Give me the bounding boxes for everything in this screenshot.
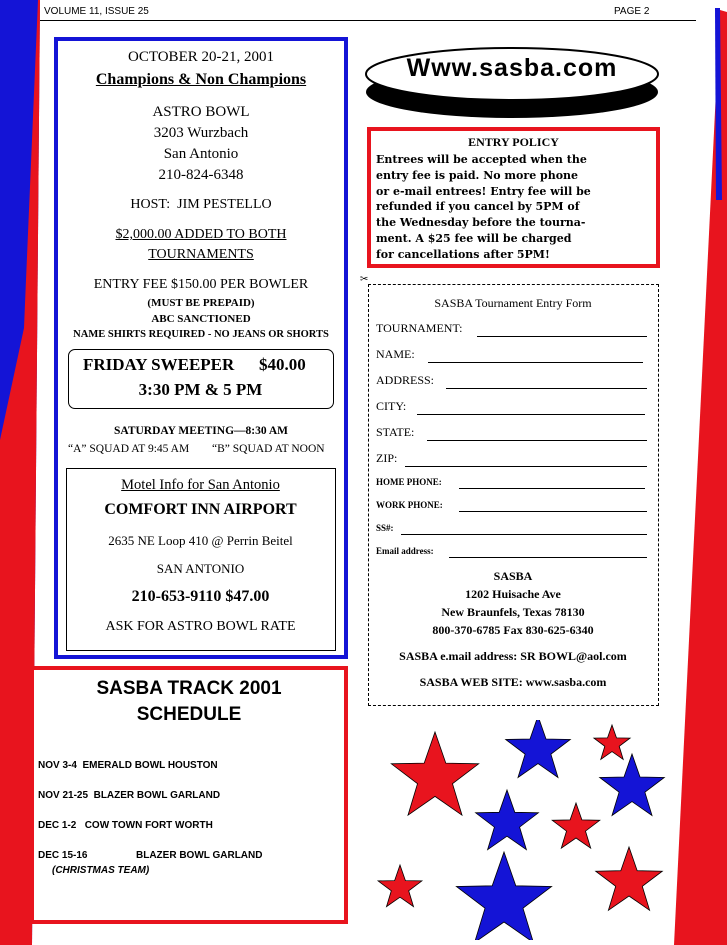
track-event [38, 790, 220, 801]
track-event-note: (CHRISTMAS TEAM) [52, 865, 150, 876]
scissors-icon: ✂ [360, 274, 369, 285]
track-event-dates: NOV 3-4 [38, 760, 77, 771]
address-field[interactable] [446, 388, 647, 389]
address-label: ADDRESS: [376, 373, 435, 387]
tournament-field[interactable] [477, 336, 647, 337]
city-field[interactable] [417, 414, 645, 415]
org-email[interactable]: SASBA e.mail address: SR BOWL@aol.com [399, 649, 627, 663]
home-phone-field[interactable] [459, 488, 645, 489]
home-phone-label: HOME PHONE: [376, 477, 442, 487]
entry-policy-box [367, 127, 660, 268]
star-icon [552, 803, 600, 848]
sweeper-box [68, 349, 334, 409]
host-name: JIM PESTELLO [177, 197, 272, 212]
policy-heading: ENTRY POLICY [468, 135, 559, 149]
track-schedule-box [30, 666, 348, 924]
ss-label: SS#: [376, 523, 394, 533]
ss-field[interactable] [401, 534, 647, 535]
track-event-dates: DEC 1-2 [38, 820, 77, 831]
state-label: STATE: [376, 425, 415, 439]
star-icon [456, 852, 551, 940]
zip-label: ZIP: [376, 451, 398, 465]
track-event-place: EMERALD BOWL HOUSTON [82, 760, 218, 771]
meeting-time: SATURDAY MEETING—8:30 AM [113, 425, 288, 437]
website-url[interactable]: Www.sasba.com [406, 54, 618, 82]
org-street: 1202 Huisache Ave [465, 587, 561, 601]
track-event-dates: NOV 21-25 [38, 790, 89, 801]
shirts-note: NAME SHIRTS REQUIRED - NO JEANS OR SHORTS [73, 329, 329, 340]
org-city: New Braunfels, Texas 78130 [441, 605, 585, 619]
name-field[interactable] [428, 362, 643, 363]
event-city: San Antonio [163, 146, 239, 162]
added-line-2: TOURNAMENTS [148, 247, 254, 262]
email-field[interactable] [449, 557, 647, 558]
event-host [58, 197, 344, 213]
event-venue: ASTRO BOWL [152, 104, 250, 120]
stars-decoration [370, 720, 670, 940]
policy-line: or e-mail entrees! Entry fee will be [376, 184, 591, 198]
city-label: CITY: [376, 399, 407, 413]
star-icon [391, 732, 478, 815]
motel-phone-rate: 210-653-9110 $47.00 [131, 588, 270, 605]
work-phone-field[interactable] [459, 511, 647, 512]
track-title: SASBA TRACK 2001 [96, 678, 282, 699]
motel-rate-note: ASK FOR ASTRO BOWL RATE [105, 619, 296, 634]
work-phone-label: WORK PHONE: [376, 500, 443, 510]
added-line-1: $2,000.00 ADDED TO BOTH [115, 227, 287, 242]
event-title: Champions & Non Champions [95, 71, 307, 88]
sweeper-times: 3:30 PM & 5 PM [138, 380, 263, 399]
star-icon [378, 865, 422, 907]
star-icon [596, 847, 663, 910]
volume-issue: VOLUME 11, ISSUE 25 [44, 6, 149, 17]
track-event [38, 850, 87, 861]
motel-address: 2635 NE Loop 410 @ Perrin Beitel [108, 533, 293, 548]
org-website[interactable]: SASBA WEB SITE: www.sasba.com [419, 675, 607, 689]
org-phones: 800-370-6785 Fax 830-625-6340 [432, 623, 594, 637]
star-icon [476, 790, 539, 850]
email-label: Email address: [376, 546, 434, 556]
header-bar [40, 4, 696, 21]
motel-name: COMFORT INN AIRPORT [104, 501, 297, 518]
squad-b: “B” SQUAD AT NOON [212, 443, 325, 455]
star-icon [600, 754, 665, 816]
event-street: 3203 Wurzbach [153, 125, 249, 141]
track-subtitle: SCHEDULE [136, 704, 242, 725]
sweeper-price: $40.00 [259, 355, 306, 374]
squad-a: “A” SQUAD AT 9:45 AM [68, 443, 190, 455]
policy-line: entry fee is paid. No more phone [376, 168, 579, 182]
track-event-place: COW TOWN FORT WORTH [84, 820, 213, 831]
motel-heading: Motel Info for San Antonio [121, 477, 280, 493]
track-event-dates: DEC 15-16 [38, 850, 88, 861]
track-event-place: BLAZER BOWL GARLAND [136, 850, 263, 861]
policy-line: Entrees will be accepted when the [376, 153, 587, 166]
zip-field[interactable] [405, 466, 647, 467]
policy-line: the Wednesday before the tourna- [376, 216, 586, 230]
star-icon [594, 725, 630, 759]
event-phone: 210-824-6348 [158, 167, 244, 183]
policy-text [376, 152, 653, 263]
entry-fee: ENTRY FEE $150.00 PER BOWLER [93, 277, 309, 292]
prepaid-note: (MUST BE PREPAID) [147, 297, 255, 309]
form-title: SASBA Tournament Entry Form [434, 296, 592, 310]
host-label: HOST: [130, 197, 171, 212]
tournament-label: TOURNAMENT: [376, 321, 463, 335]
state-field[interactable] [427, 440, 647, 441]
sanctioned-note: ABC SANCTIONED [151, 313, 251, 325]
event-dates: OCTOBER 20-21, 2001 [128, 49, 274, 65]
event-box [54, 37, 348, 659]
policy-line: ment. A $25 fee will be charged [376, 231, 572, 245]
motel-box [66, 468, 336, 651]
motel-city: SAN ANTONIO [156, 561, 245, 576]
track-event [38, 820, 213, 831]
track-event-place: BLAZER BOWL GARLAND [93, 790, 221, 801]
org-name: SASBA [493, 569, 533, 583]
star-icon [506, 720, 571, 778]
sweeper-label: FRIDAY SWEEPER [83, 355, 235, 374]
name-label: NAME: [376, 347, 415, 361]
policy-line: refunded if you cancel by 5PM of [376, 200, 580, 214]
track-event [38, 760, 218, 771]
policy-line: for cancellations after 5PM! [376, 247, 550, 261]
page-number: PAGE 2 [614, 6, 650, 17]
entry-form [368, 284, 659, 706]
right-color-band [660, 0, 727, 945]
